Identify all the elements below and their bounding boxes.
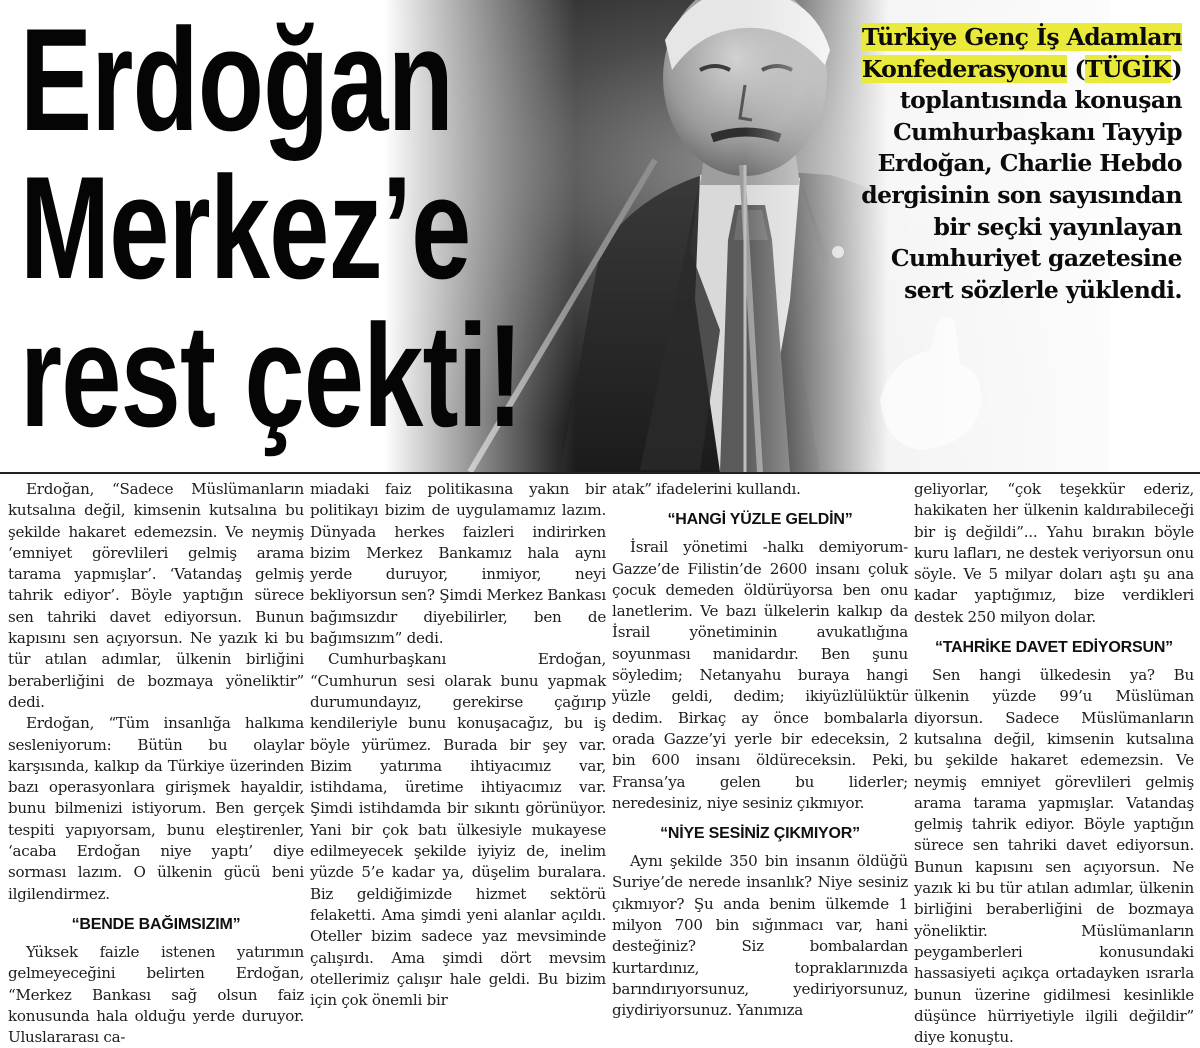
- paragraph: Erdoğan, “Sadece Müslümanların kutsalına değil, kimsenin kutsalına bu şekilde hakaret edemezsin. Ve neymiş ‘emniyet görevlileri gelmiş arama tarama yapmışlar’. ‘Vatandaş gelmiş tahrik ediyor’. Böyle yaptığın sürece sen tahriki davet ediyorsun. Bunun kapısını sen açıyorsun. Ne yazık ki bu tür atılan adımlar, ülkenin birliğini beraberliğini de bozmaya yöneliktir” dedi.: [8, 480, 304, 711]
- section-divider: [0, 472, 1200, 474]
- article-body: [0, 479, 1200, 1047]
- paragraph: atak” ifadelerini kullandı.: [612, 480, 801, 498]
- caption-paren-close: ): [1171, 54, 1182, 83]
- paragraph: geliyorlar, “çok teşekkür ederiz, hakikaten her ülkenin kaldırabileceği bir iş değildi”... Yahu bırakın böyle kuru lafları, ne destek veriyorsun onu söyle. Ve 5 milyar doları aştı şu ana kadar yaptığımız, bize verdikleri destek 250 milyon dolar.: [914, 480, 1194, 626]
- article-column-4: [914, 479, 1194, 1048]
- photo-caption: [852, 22, 1182, 306]
- caption-text: toplantısında konuşan Cumhurbaşkanı Tayyip Erdoğan, Charlie Hebdo dergisinin son sayısından bir seçki yayınlayan Cumhuriyet gazetesine sert sözlerle yüklendi.: [861, 86, 1182, 304]
- caption-paren-open: (: [1066, 54, 1085, 83]
- headline-line-3: rest çekti!: [20, 294, 523, 457]
- article-column-1: [8, 479, 304, 1048]
- subheading: “TAHRİKE DAVET EDİYORSUN”: [935, 639, 1173, 657]
- paragraph: Erdoğan, “Tüm insanlığa halkıma sesleniyorum: Bütün bu olaylar karşısında, kalkıp da Türkiye üzerinden bazı operasyonlara girişmek hayaldir, bunu bilmenizi istiyorum. Ben gerçek tespiti yapıyorsam, bunu eleştirenler, ‘acaba Erdoğan niye yaptı’ diye sorması lazım. O ülkenin gücü beni ilgilendirmez.: [8, 714, 304, 903]
- paragraph: İsrail yönetimi -halkı demiyorum- Gazze’de Filistin’de 2600 insanı çoluk çocuk demeden öldürüyorsa ben onu lanetlerim. Ve bazı ülkelerin kalkıp da İsrail yönetiminin avukatlığına soyunması manidardır. Ben şunu söyledim; Netanyahu buraya hangi yüzle geldi, dedim; ikiyüzlülüktür dedim. Birkaç ay önce bombalarla orada Gazze’yi yerle bir edeceksin, 2 bin 600 insanı öldüreceksin. Peki, Fransa’ya gelen bu liderler; neredesiniz, niye sesiniz çıkmıyor.: [612, 538, 908, 812]
- paragraph: Aynı şekilde 350 bin insanın öldüğü Suriye’de nerede insanlık? Niye sesiniz çıkmıyor? Şu anda benim ülkemde 1 milyon 700 bin sığınmacı var, hani desteğiniz? Siz bombalardan kurtardınız, topraklarınızda barındırıyorsunuz, yediriyorsunuz, giydiriyorsunuz. Yanımıza: [612, 852, 908, 1020]
- article-column-2: [310, 479, 606, 1011]
- paragraph: Yüksek faizle istenen yatırımın gelmeyeceğini belirten Erdoğan, “Merkez Bankası sağ olsun faiz konusunda hala olduğu yerde duruyor. Uluslararası ca-: [8, 942, 304, 1047]
- subheading: “NİYE SESİNİZ ÇIKMIYOR”: [660, 825, 860, 843]
- subheading: “HANGİ YÜZLE GELDİN”: [667, 511, 853, 529]
- caption-highlight-acronym: TÜGİK: [1085, 54, 1172, 83]
- headline-line-1: Erdoğan: [20, 0, 454, 161]
- headline: [20, 0, 523, 457]
- article-column-3: [612, 479, 908, 1022]
- hero-section: [0, 0, 1200, 472]
- paragraph: Sen hangi ülkedesin ya? Bu ülkenin yüzde 99’u Müslüman diyorsun. Sadece Müslümanların kutsalına değil, kimsenin kutsalına bu şekilde hakaret edemezsin. Ve neymiş emniyet görevlileri gelmiş arama tarama yapmışlar. Vatandaş gelmiş tahrik ediyor. Böyle yaptığın sürece sen tahriki davet ediyorsun. Bunun kapısını sen açıyorsun. Ne yazık ki bu tür atılan adımlar, ülkenin birliğini beraberliğini de bozmaya yöneliktir. Müslümanların peygamberleri konusundaki hassasiyeti açıkça ortadayken ısrarla bunun üzerine gidilmesi kesinlikle düşünce hürriyetiyle ilgili değildir” diye konuştu.: [914, 666, 1194, 1047]
- paragraph: Cumhurbaşkanı Erdoğan, “Cumhurun sesi olarak bunu yapmak durumundayız, gerekirse çağırıp kendileriyle bunu konuşacağız, bu iş böyle yürümez. Burada bir şey var. Bizim yatırıma ihtiyacımız var, istihdama, üretime ihtiyacımız var. Şimdi istihdamda bir sıkıntı görünüyor. Yani bir çok batı ülkesiyle mukayese edilmeyecek şekilde iyiyiz de, inelim yüzde 5’e kadar ya, düşelim buralara. Biz geldiğimizde hizmet sektörü felaketti. Ama şimdi yeni alanlar açıldı. Oteller bizim sadece yaz mevsiminde çalışırdı. Ama şimdi dört mevsim otellerimiz çalışır hale geldi. Bu bizim için çok önemli bir: [310, 650, 606, 1010]
- subheading: “BENDE BAĞIMSIZIM”: [71, 915, 241, 933]
- paragraph: miadaki faiz politikasına yakın bir politikayı bizim de uygulamamız lazım. Dünyada herkes faizleri indirirken bizim Merkez Bankamız hala aynı yerde duruyor, inmiyor, neyi bekliyorsun sen? Şimdi Merkez Bankası bağımsızdır diyebilirler, ben de bağımsızım” dedi.: [310, 480, 606, 648]
- headline-line-2: Merkez’e: [20, 146, 471, 309]
- caption-highlight-organization: Türkiye Genç İş Adamları Konfederasyonu: [861, 23, 1182, 83]
